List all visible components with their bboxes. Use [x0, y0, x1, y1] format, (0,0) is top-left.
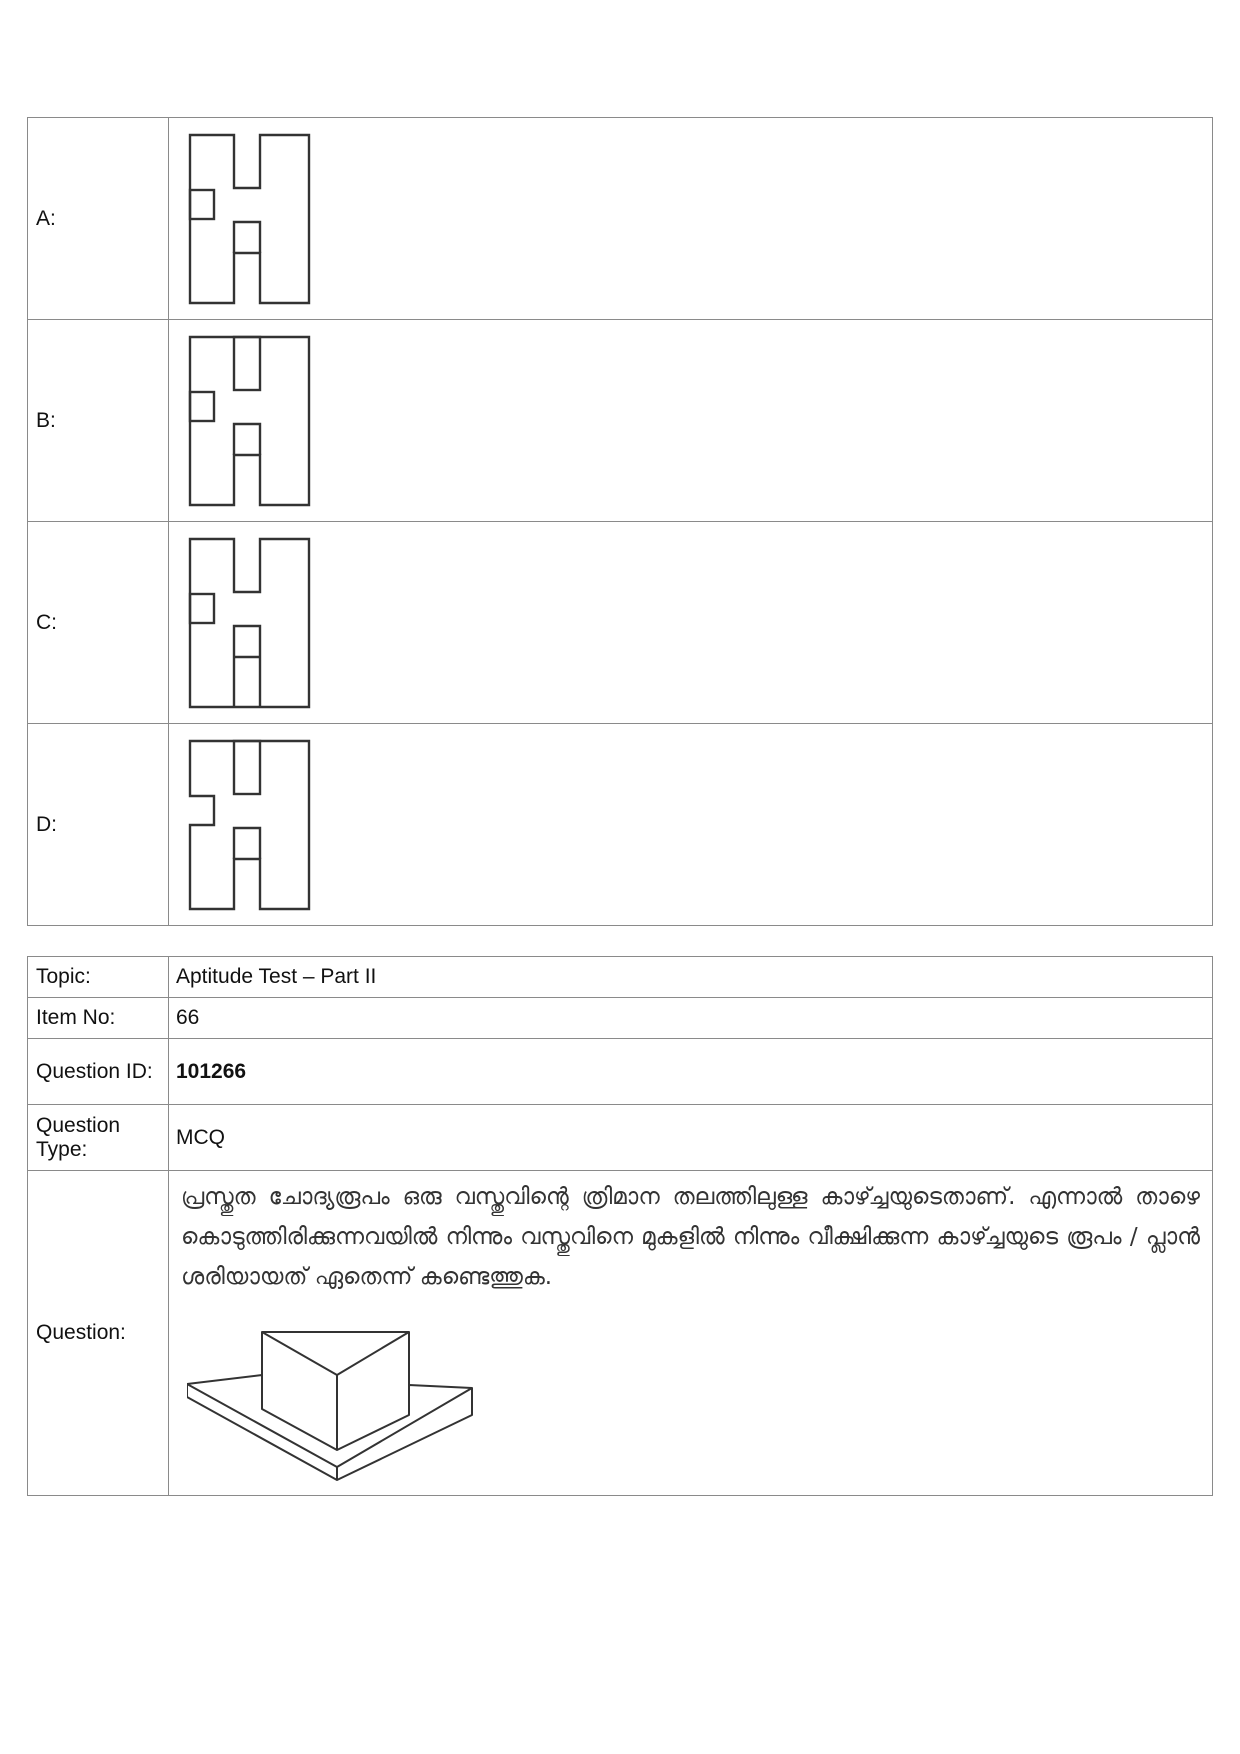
option-d-drawing [184, 736, 316, 914]
option-figure-b [169, 320, 1213, 522]
question-id-value: 101266 [169, 1039, 1213, 1105]
question-row [28, 1171, 1213, 1496]
option-row-d [28, 724, 1213, 926]
question-cell [169, 1171, 1213, 1496]
isometric-object-drawing [187, 1315, 487, 1495]
topic-value: Aptitude Test – Part II [169, 957, 1213, 998]
option-label-a: A: [28, 118, 169, 320]
option-label-d: D: [28, 724, 169, 926]
option-row-a [28, 118, 1213, 320]
question-meta-table [27, 956, 1213, 1496]
question-type-row [28, 1105, 1213, 1171]
options-table [27, 117, 1213, 926]
question-label: Question: [28, 1171, 169, 1496]
question-type-label: Question Type: [28, 1105, 169, 1171]
topic-label: Topic: [28, 957, 169, 998]
option-figure-c [169, 522, 1213, 724]
item-label: Item No: [28, 998, 169, 1039]
option-row-b [28, 320, 1213, 522]
item-row [28, 998, 1213, 1039]
question-text: പ്രസ്തുത ചോദ്യരൂപം ഒരു വസ്തുവിന്റെ ത്രിമാന തലത്തിലുള്ള കാഴ്ച്ചയുടെതാണ്. എന്നാൽ താഴെ കൊടുത്തിരിക്കുന്നവയിൽ നിന്നും വസ്തുവിനെ മുകളിൽ നിന്നും വീക്ഷിക്കുന്ന കാഴ്ച്ചയുടെ രൂപം / പ്ലാൻ ശരിയായത് ഏതെന്ന് കണ്ടെത്തുക. [181, 1184, 1200, 1290]
option-row-c [28, 522, 1213, 724]
topic-row [28, 957, 1213, 998]
question-id-label: Question ID: [28, 1039, 169, 1105]
option-b-drawing [184, 332, 316, 510]
option-figure-a [169, 118, 1213, 320]
option-c-drawing [184, 534, 316, 712]
option-label-c: C: [28, 522, 169, 724]
item-value: 66 [169, 998, 1213, 1039]
question-type-value: MCQ [169, 1105, 1213, 1171]
option-figure-d [169, 724, 1213, 926]
option-a-drawing [184, 130, 316, 308]
option-label-b: B: [28, 320, 169, 522]
question-id-row [28, 1039, 1213, 1105]
